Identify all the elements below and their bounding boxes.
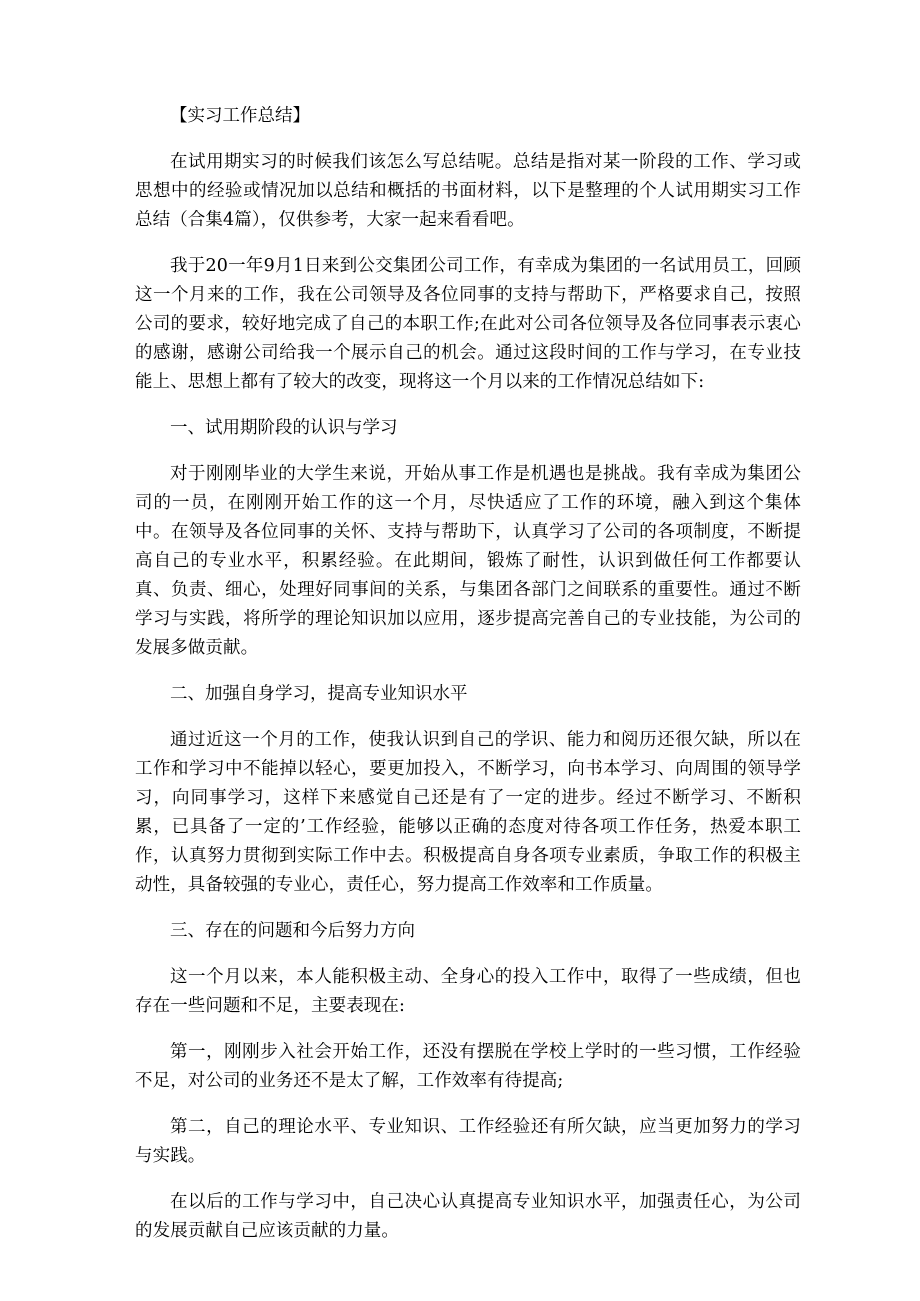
paragraph-2: 对于刚刚毕业的大学生来说，开始从事工作是机遇也是挑战。我有幸成为集团公司的一员，在刚刚开始工作的这一个月，尽快适应了工作的环境，融入到这个集体中。在领导及各位同事的关怀、支持与帮助下，认真学习了公司的各项制度，不断提高自己的专业水平，积累经验。在此期间，锻炼了耐性，认识到做任何工作都要认真、负责、细心，处理好同事间的关系，与集团各部门之间联系的重要性。通过不断学习与实践，将所学的理论知识加以应用，逐步提高完善自己的专业技能，为公司的发展多做贡献。 xyxy=(135,464,801,658)
paragraph-4: 这一个月以来，本人能积极主动、全身心的投入工作中，取得了一些成绩，但也存在一些问题和不足，主要表现在: xyxy=(135,967,801,1016)
paragraph-3: 通过近这一个月的工作，使我认识到自己的学识、能力和阅历还很欠缺，所以在工作和学习中不能掉以轻心，要更加投入，不断学习，向书本学习、向周围的领导学习，向同事学习，这样下来感觉自己还是有了一定的进步。经过不断学习、不断积累，已具备了一定的’工作经验，能够以正确的态度对待各项工作任务，热爱本职工作，认真努力贯彻到实际工作中去。积极提高自身各项专业素质，争取工作的积极主动性，具备较强的专业心，责任心，努力提高工作效率和工作质量。 xyxy=(135,730,801,895)
section-heading-1: 一、试用期阶段的认识与学习 xyxy=(170,418,398,438)
paragraph-7: 在以后的工作与学习中，自己决心认真提高专业知识水平，加强责任心，为公司的发展贡献自己应该贡献的力量。 xyxy=(135,1192,801,1241)
intro-paragraph: 在试用期实习的时候我们该怎么写总结呢。总结是指对某一阶段的工作、学习或思想中的经验或情况加以总结和概括的书面材料，以下是整理的个人试用期实习工作总结（合集4篇），仅供参考，大家一起来看看吧。 xyxy=(135,152,801,230)
paragraph-1: 我于20一年9月1日来到公交集团公司工作，有幸成为集团的一名试用员工，回顾这一个月来的工作，我在公司领导及各位同事的支持与帮助下，严格要求自己，按照公司的要求，较好地完成了自己的本职工作;在此对公司各位领导及各位同事表示衷心的感谢，感谢公司给我一个展示自己的机会。通过这段时间的工作与学习，在专业技能上、思想上都有了较大的改变，现将这一个月以来的工作情况总结如下: xyxy=(135,256,801,392)
section-heading-2: 二、加强自身学习，提高专业知识水平 xyxy=(170,684,468,704)
document-body xyxy=(135,102,801,1263)
section-heading-3: 三、存在的问题和今后努力方向 xyxy=(170,921,415,941)
paragraph-6: 第二，自己的理论水平、专业知识、工作经验还有所欠缺，应当更加努力的学习与实践。 xyxy=(135,1117,801,1166)
paragraph-5: 第一，刚刚步入社会开始工作，还没有摆脱在学校上学时的一些习惯，工作经验不足，对公司的业务还不是太了解，工作效率有待提高; xyxy=(135,1042,801,1091)
document-title: 【实习工作总结】 xyxy=(170,106,310,126)
